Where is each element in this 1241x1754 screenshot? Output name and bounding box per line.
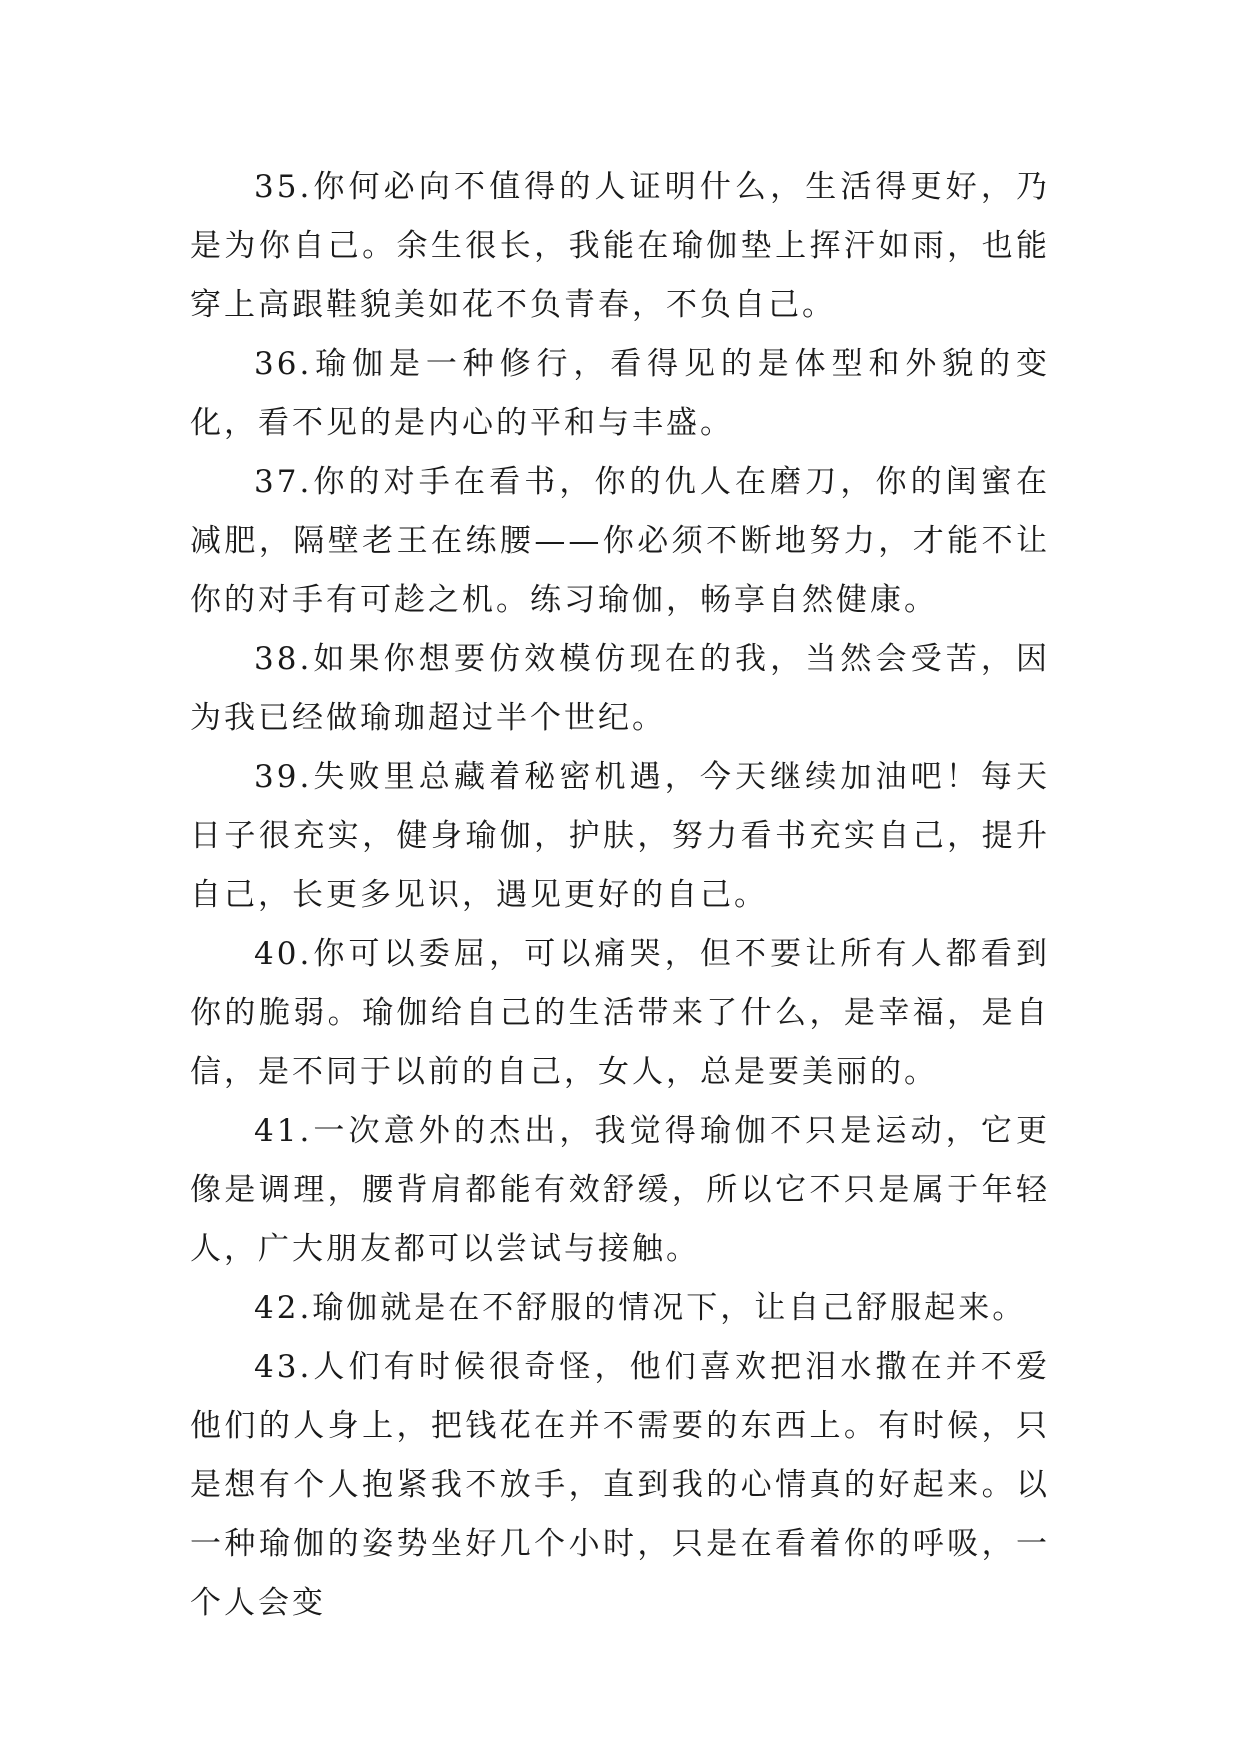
paragraph-35: 35.你何必向不值得的人证明什么，生活得更好，乃是为你自己。余生很长，我能在瑜伽垫上挥汗如雨，也能穿上高跟鞋貌美如花不负青春，不负自己。 — [190, 169, 1050, 323]
paragraph-39: 39.失败里总藏着秘密机遇，今天继续加油吧！每天日子很充实，健身瑜伽，护肤，努力看书充实自己，提升自己，长更多见识，遇见更好的自己。 — [190, 759, 1050, 913]
paragraph-38: 38.如果你想要仿效模仿现在的我，当然会受苦，因为我已经做瑜珈超过半个世纪。 — [190, 641, 1050, 736]
paragraph-40: 40.你可以委屈，可以痛哭，但不要让所有人都看到你的脆弱。瑜伽给自己的生活带来了什么，是幸福，是自信，是不同于以前的自己，女人，总是要美丽的。 — [190, 936, 1050, 1090]
paragraph-42: 42.瑜伽就是在不舒服的情况下，让自己舒服起来。 — [254, 1290, 1027, 1326]
document-body — [190, 158, 1050, 1633]
paragraph-36: 36.瑜伽是一种修行，看得见的是体型和外貌的变化，看不见的是内心的平和与丰盛。 — [190, 346, 1050, 441]
paragraph-43: 43.人们有时候很奇怪，他们喜欢把泪水撒在并不爱他们的人身上，把钱花在并不需要的东西上。有时候，只是想有个人抱紧我不放手，直到我的心情真的好起来。以一种瑜伽的姿势坐好几个小时，只是在看着你的呼吸，一个人会变 — [190, 1349, 1050, 1621]
paragraph-37: 37.你的对手在看书，你的仇人在磨刀，你的闺蜜在减肥，隔壁老王在练腰——你必须不断地努力，才能不让你的对手有可趁之机。练习瑜伽，畅享自然健康。 — [190, 464, 1050, 618]
paragraph-41: 41.一次意外的杰出，我觉得瑜伽不只是运动，它更像是调理，腰背肩都能有效舒缓，所以它不只是属于年轻人，广大朋友都可以尝试与接触。 — [190, 1113, 1050, 1267]
